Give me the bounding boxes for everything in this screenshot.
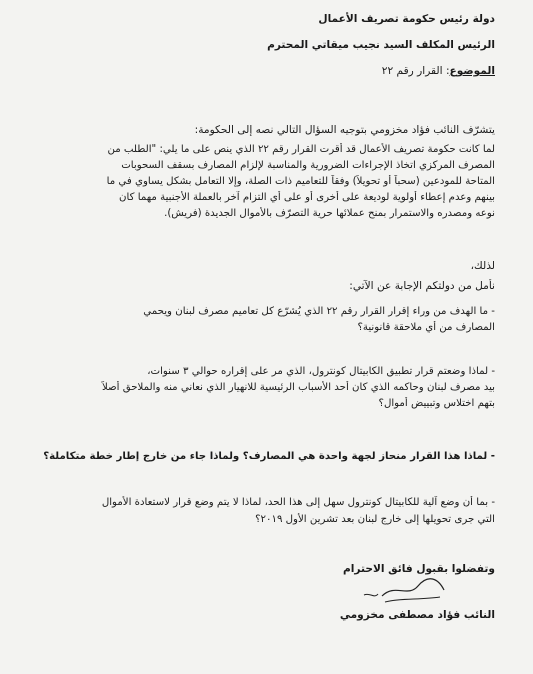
question-2-line: بيد مصرف لبنان وحاكمه الذي كان أحد الأسباب الرئيسية للانهيار الذي نعاني منه والملاحق أصلاً bbox=[101, 382, 495, 393]
paragraph-line: نوعه ومصدره والاستمرار بمنح عملائها حرية التصرّف بالأموال الجديدة (فريش). bbox=[164, 208, 495, 219]
subject-text: : القرار رقم ٢٢ bbox=[381, 65, 450, 77]
question-4-line: - بما أن وضع آلية للكابيتال كونترول سهل إلى هذا الحد، لماذا لا يتم وضع قرار لاستعادة الأموال bbox=[101, 497, 495, 508]
question-4-line: التي جرى تحويلها إلى خارج لبنان بعد تشرين الأول ٢٠١٩؟ bbox=[255, 514, 495, 525]
signature-stroke bbox=[382, 579, 444, 596]
signature-stroke bbox=[364, 594, 378, 596]
question-2-line: - لماذا وضعتم قرار تطبيق الكابيتال كونترول، الذي مر على إقراره حوالي ٣ سنوات، bbox=[147, 366, 495, 377]
paragraph-line: المتاحة للمودعين (سحباً أو تحويلاً) وفقاً للتعاميم ذات الصلة، وإلا التعامل بشكل يساوي في ما bbox=[106, 176, 495, 187]
paragraph-line: لما كانت حكومة تصريف الأعمال قد أقرت القرار رقم ٢٢ الذي ينص على ما يلي: "الطلب من bbox=[107, 144, 495, 155]
signatory-line: النائب فؤاد مصطفى مخزومي bbox=[339, 609, 495, 621]
paragraph-line: بينهم وعدم إعطاء أولوية لوديعة على أخرى أو على أي التزام آخر بالعملة الأجنبية مهما كان bbox=[119, 192, 495, 203]
addressee-line-2: الرئيس المكلف السيد نجيب ميقاتي المحترم bbox=[267, 39, 495, 51]
closing-line: وتفضلوا بقبول فائق الاحترام bbox=[343, 563, 495, 575]
signature-stroke bbox=[385, 597, 440, 602]
addressee-line-1: دولة رئيس حكومة تصريف الأعمال bbox=[318, 13, 495, 25]
request-line: نأمل من دولتكم الإجابة عن الآتي: bbox=[349, 280, 495, 292]
question-2-line: بتهم اختلاس وتبييض أموال؟ bbox=[378, 398, 495, 409]
intro-line: يتشرّف النائب فؤاد مخزومي بتوجيه السؤال التالي نصه إلى الحكومة: bbox=[194, 124, 495, 136]
subject-label: الموضوع bbox=[449, 65, 495, 77]
question-3-line: - لماذا هذا القرار منحاز لجهة واحدة هي المصارف؟ ولماذا جاء من خارج إطار خطة متكاملة؟ bbox=[43, 451, 495, 462]
question-1-line: - ما الهدف من وراء إقرار القرار رقم ٢٢ الذي يُشرّع كل تعاميم مصرف لبنان ويحمي bbox=[143, 306, 495, 317]
paragraph-line: المصرف المركزي اتخاذ الإجراءات الضرورية والمناسبة لإلزام المصارف بسقف السحوبات bbox=[121, 160, 495, 171]
question-1-line: المصارف من أي ملاحقة قانونية؟ bbox=[357, 322, 495, 333]
therefore-line: لذلك، bbox=[470, 260, 495, 272]
